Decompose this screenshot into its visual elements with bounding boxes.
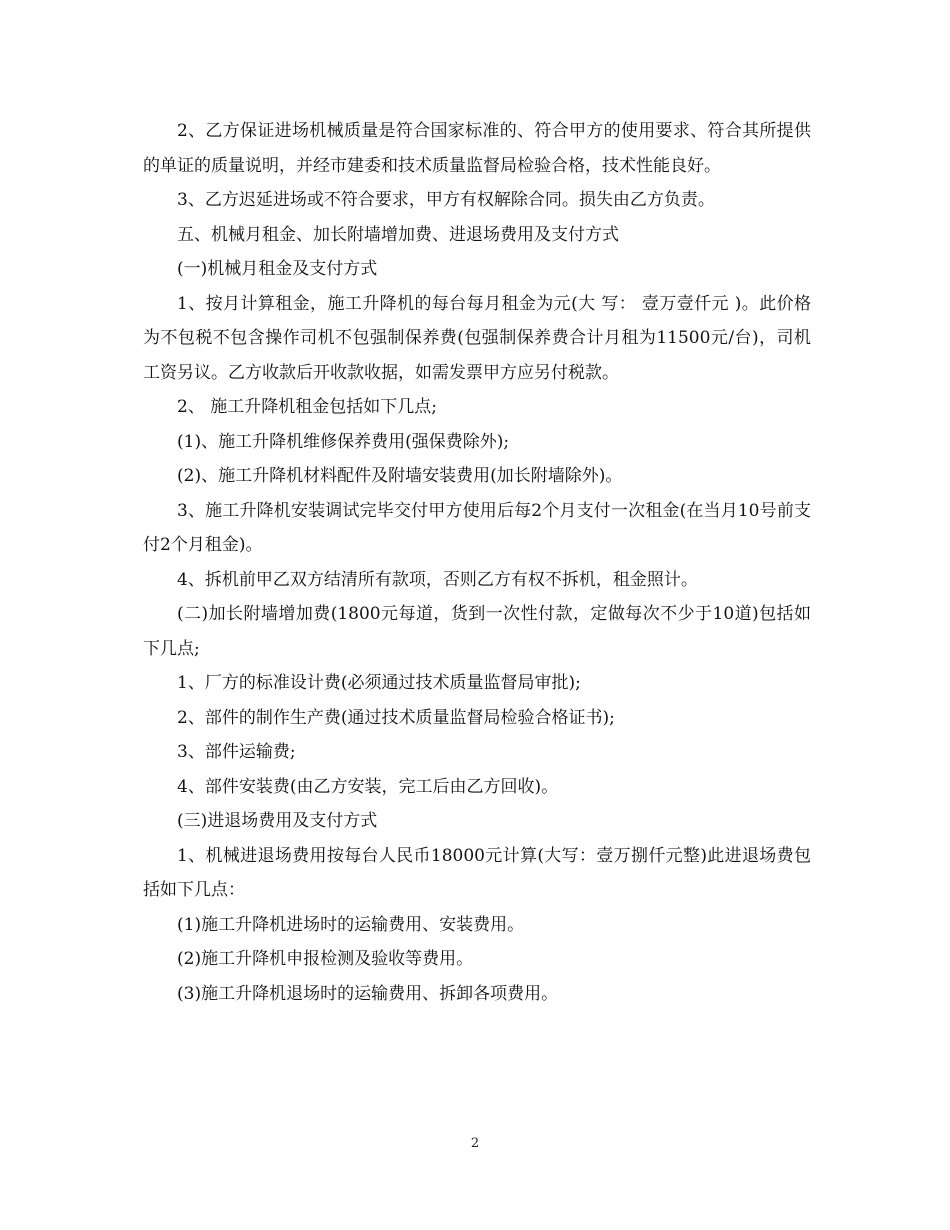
document-body [143, 114, 811, 1011]
subsection-heading-entry-exit: (三)进退场费用及支付方式 [177, 811, 378, 831]
paragraph-payment-schedule: 3、施工升降机安装调试完毕交付甲方使用后每2个月支付一次租金(在当月10号前支付2个月租金)。 [143, 500, 811, 555]
subsection-heading-monthly-rent: (一)机械月租金及支付方式 [177, 259, 378, 279]
section-heading-rent-fees: 五、机械月租金、加长附墙增加费、进退场费用及支付方式 [177, 224, 619, 245]
list-item-transport-fee: 3、部件运输费; [177, 742, 296, 762]
list-item-parts-install: (2)、施工升降机材料配件及附墙安装费用(加长附墙除外)。 [177, 466, 623, 486]
paragraph-settlement: 4、拆机前甲乙双方结清所有款项，否则乙方有权不拆机，租金照计。 [177, 569, 698, 590]
list-item-entry-transport: (1)施工升降机进场时的运输费用、安装费用。 [177, 914, 525, 935]
list-item-maintenance: (1)、施工升降机维修保养费用(强保费除外); [177, 431, 510, 452]
paragraph-rent-includes: 2、 施工升降机租金包括如下几点; [177, 397, 437, 417]
paragraph-quality-guarantee: 2、乙方保证进场机械质量是符合国家标准的、符合甲方的使用要求、符合其所提供的单证的质量说明，并经市建委和技术质量监督局检验合格，技术性能良好。 [143, 121, 811, 176]
page-number: 2 [470, 1136, 480, 1151]
list-item-design-fee: 1、厂方的标准设计费(必须通过技术质量监督局审批); [177, 673, 581, 693]
subsection-heading-wall-attachment: (二)加长附墙增加费(1800元每道，货到一次性付款，定做每次不少于10道)包括如下几点; [143, 604, 811, 659]
list-item-production-fee: 2、部件的制作生产费(通过技术质量监督局检验合格证书); [177, 707, 615, 728]
list-item-install-fee: 4、部件安装费(由乙方安装，完工后由乙方回收)。 [177, 776, 559, 797]
paragraph-late-entry: 3、乙方迟延进场或不符合要求，甲方有权解除合同。损失由乙方负责。 [177, 190, 715, 210]
paragraph-entry-exit-fee: 1、机械进退场费用按每台人民币18000元计算(大写：壹万捌仟元整)此进退场费包括如下几点： [143, 845, 811, 900]
list-item-exit-transport: (3)施工升降机退场时的运输费用、拆卸各项费用。 [177, 983, 559, 1004]
paragraph-monthly-rent-calc: 1、按月计算租金，施工升降机的每台每月租金为元(大 写： 壹万壹仟元 )。此价格为不包税不包含操作司机不包强制保养费(包强制保养费合计月租为11500元/台)，司机工资另议。乙方收款后开收款收据，如需发票甲方应另付税款。 [143, 293, 811, 383]
list-item-inspection: (2)施工升降机申报检测及验收等费用。 [177, 949, 474, 969]
